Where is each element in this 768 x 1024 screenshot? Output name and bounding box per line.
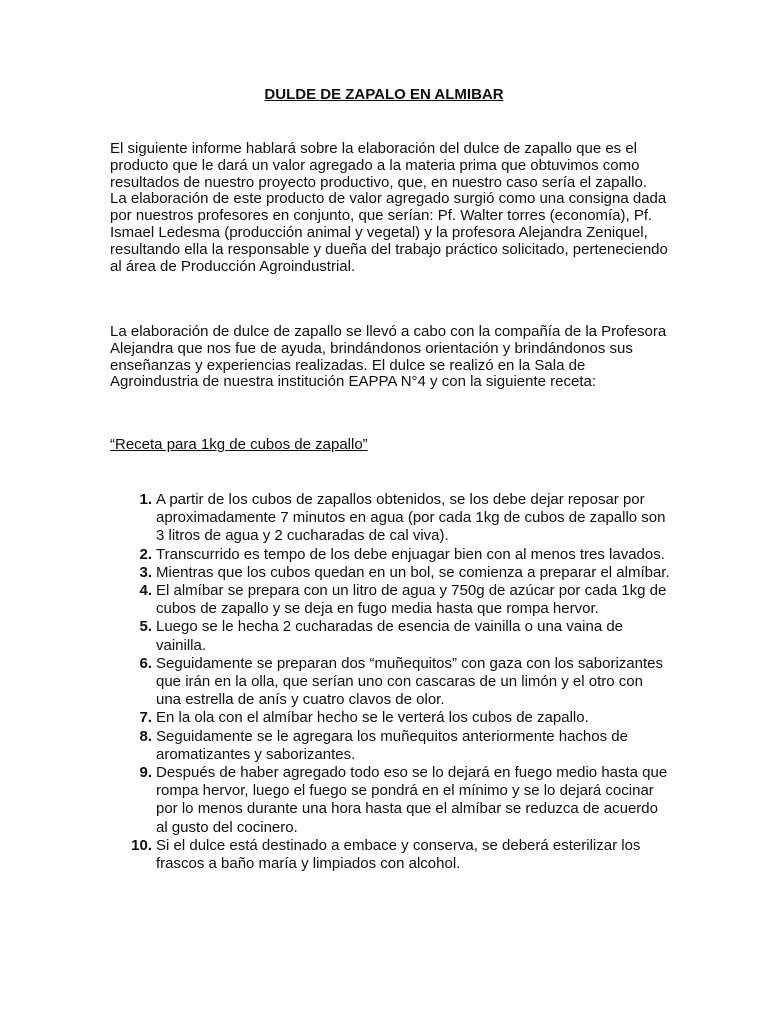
step-number: 3. bbox=[139, 563, 152, 581]
process-paragraph: La elaboración de dulce de zapallo se llevó a cabo con la compañía de la Profesora Alejandra que nos fue de ayuda, brindándonos orientación y brindándonos sus enseñanzas y experiencias realizadas. El dulce se realizó en la Sala de Agroindustria de nuestra institución EAPPA N°4 y con la siguiente receta: bbox=[110, 323, 667, 391]
step-text: Transcurrido es tempo de los debe enjuagar bien con al menos tres lavados. bbox=[156, 545, 665, 563]
recipe-step bbox=[110, 618, 670, 654]
recipe-step bbox=[110, 582, 670, 618]
step-text: Seguidamente se le agregara los muñequitos anteriormente hachos de aromatizantes y saborizantes. bbox=[156, 727, 628, 763]
recipe-step bbox=[110, 764, 670, 837]
step-text: A partir de los cubos de zapallos obtenidos, se los debe dejar reposar por aproximadamente 7 minutos en agua (por cada 1kg de cubos de zapallo son 3 litros de agua y 2 cucharadas de cal viva). bbox=[156, 491, 666, 545]
recipe-steps-list bbox=[110, 491, 670, 873]
recipe-step bbox=[110, 491, 670, 546]
step-text: Luego se le hecha 2 cucharadas de esencia de vainilla o una vaina de vainilla. bbox=[156, 618, 624, 654]
recipe-step bbox=[110, 837, 670, 873]
document-title: DULDE DE ZAPALO EN ALMIBAR bbox=[264, 86, 504, 103]
step-text: En la ola con el almíbar hecho se le verterá los cubos de zapallo. bbox=[156, 709, 589, 727]
step-number: 1. bbox=[139, 491, 152, 508]
recipe-step bbox=[110, 709, 670, 727]
step-number: 8. bbox=[139, 727, 152, 745]
step-number: 4. bbox=[139, 582, 152, 600]
step-text: Seguidamente se preparan dos “muñequitos” con gaza con los saborizantes que irán en la olla, que serían uno con cascaras de un limón y el otro con una estrella de anís y cuatro clavos de olor. bbox=[156, 654, 663, 709]
step-number: 7. bbox=[139, 709, 152, 727]
step-number: 5. bbox=[139, 618, 152, 636]
intro-section bbox=[110, 141, 670, 275]
recipe-heading: “Receta para 1kg de cubos de zapallo” bbox=[110, 436, 368, 453]
step-number: 2. bbox=[139, 545, 152, 563]
intro-paragraph: El siguiente informe hablará sobre la elaboración del dulce de zapallo que es el producto que le dará un valor agregado a la materia prima que obtuvimos como resultados de nuestro proyecto productivo, que, en nuestro caso sería el zapallo. bbox=[110, 140, 647, 191]
step-text: Mientras que los cubos quedan en un bol, se comienza a preparar el almíbar. bbox=[156, 563, 670, 581]
step-text: Si el dulce está destinado a embace y conserva, se deberá esterilizar los frascos a baño maría y limpiados con alcohol. bbox=[156, 836, 641, 873]
recipe-step bbox=[110, 546, 670, 564]
recipe-step bbox=[110, 728, 670, 764]
step-text: El almíbar se prepara con un litro de agua y 750g de azúcar por cada 1kg de cubos de zapallo y se deja en fugo media hasta que rompa hervor. bbox=[156, 582, 667, 618]
step-number: 9. bbox=[139, 764, 152, 782]
intro-paragraph: La elaboración de este producto de valor agregado surgió como una consigna dada por nuestros profesores en conjunto, que serían: Pf. Walter torres (economía), Pf. Ismael Ledesma (producción animal y vegetal) y la profesora Alejandra Zeniquel, resultando ella la responsable y dueña del trabajo práctico solicitado, perteneciendo al área de Producción Agroindustrial. bbox=[110, 190, 668, 275]
recipe-step bbox=[110, 655, 670, 710]
step-text: Después de haber agregado todo eso se lo dejará en fuego medio hasta que rompa hervor, luego el fuego se pondrá en el mínimo y se lo dejará cocinar por lo menos durante una hora hasta que el almíbar se reduzca de acuerdo al gusto del cocinero. bbox=[156, 764, 668, 836]
step-number: 10. bbox=[131, 836, 152, 854]
step-number: 6. bbox=[139, 654, 152, 672]
recipe-step bbox=[110, 564, 670, 582]
